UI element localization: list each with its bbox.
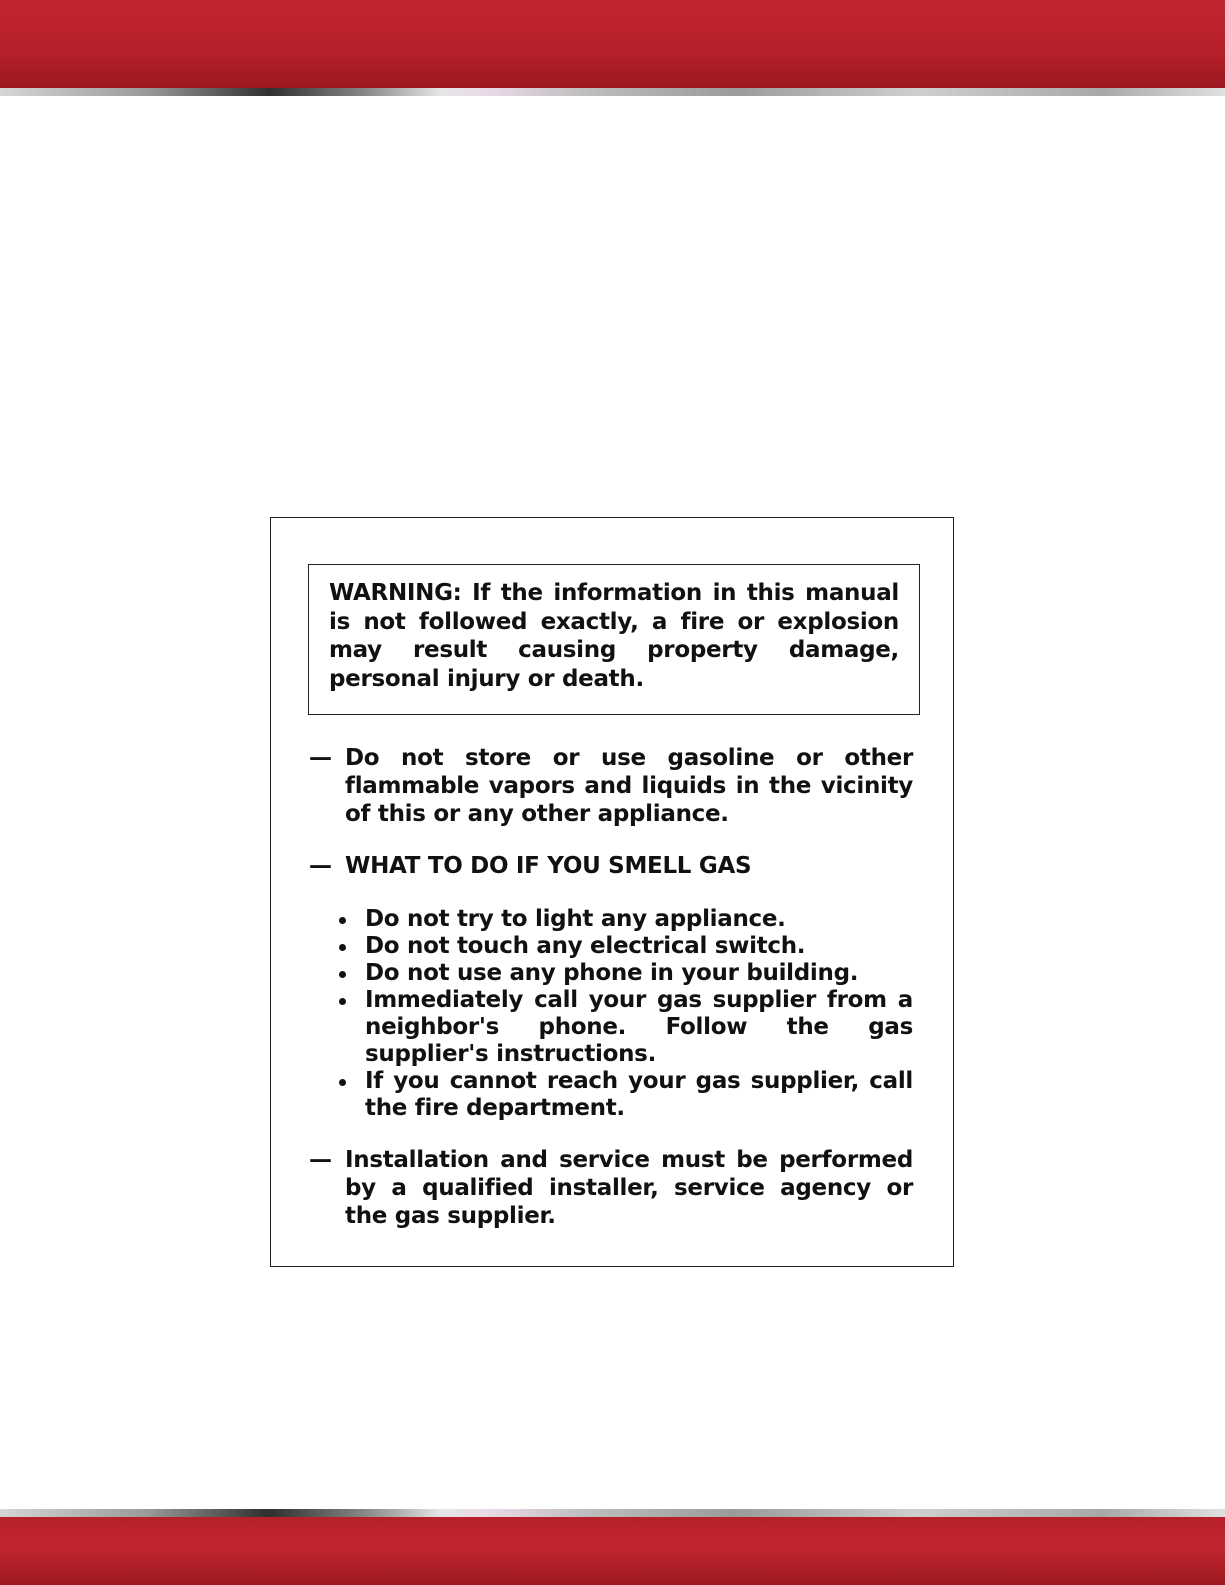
list-item <box>337 933 913 960</box>
list-item <box>337 987 913 1068</box>
list-item <box>337 1068 913 1122</box>
header-stripe <box>0 88 1225 96</box>
smell-gas-steps <box>337 906 913 1122</box>
gas-warning-notice <box>270 517 954 1267</box>
smell-gas-section <box>309 852 913 880</box>
installation-instruction-text: Installation and service must be performed by a qualified installer, service agency or the gas supplier. <box>345 1147 913 1229</box>
list-item-text: Do not try to light any appliance. <box>365 906 786 932</box>
dash-marker: — <box>309 1147 332 1173</box>
smell-gas-heading: WHAT TO DO IF YOU SMELL GAS <box>345 853 752 879</box>
dash-marker: — <box>309 745 332 771</box>
installation-instruction <box>309 1146 913 1230</box>
header-bar <box>0 0 1225 88</box>
bullet-icon <box>339 944 346 951</box>
list-item-text: If you cannot reach your gas supplier, call the fire department. <box>365 1068 913 1121</box>
warning-text: WARNING: If the information in this manual is not followed exactly, a fire or explosion may result causing property damage, personal injury or death. <box>329 580 899 692</box>
storage-instruction-text: Do not store or use gasoline or other flammable vapors and liquids in the vicinity of this or any other appliance. <box>345 745 913 827</box>
bullet-icon <box>339 971 346 978</box>
warning-box <box>308 564 920 715</box>
list-item-text: Do not use any phone in your building. <box>365 960 859 986</box>
footer-bar <box>0 1517 1225 1585</box>
bullet-icon <box>339 917 346 924</box>
dash-marker: — <box>309 853 332 879</box>
footer-stripe <box>0 1509 1225 1517</box>
list-item-text: Do not touch any electrical switch. <box>365 933 806 959</box>
bullet-icon <box>339 1079 346 1086</box>
list-item <box>337 906 913 933</box>
list-item-text: Immediately call your gas supplier from a neighbor's phone. Follow the gas supplier's instructions. <box>365 987 913 1067</box>
bullet-icon <box>339 998 346 1005</box>
storage-instruction <box>309 744 913 828</box>
list-item <box>337 960 913 987</box>
